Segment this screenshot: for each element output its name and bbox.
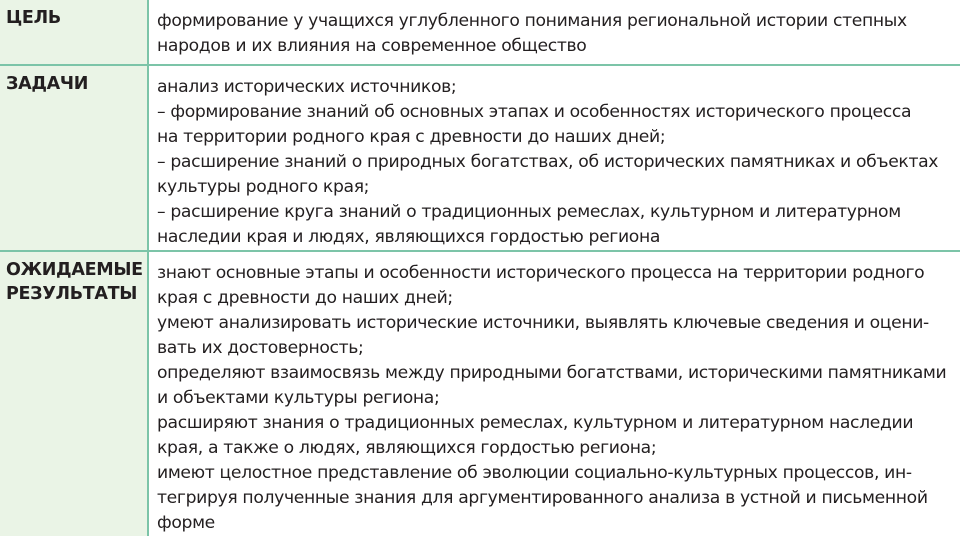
text-line: анализ исторических источников; — [157, 77, 457, 97]
row-label-results-line: РЕЗУЛЬТАТЫ — [6, 284, 138, 304]
label-cell-tasks — [0, 65, 148, 251]
text-line: культуры родного края; — [157, 177, 370, 197]
text-line: форме — [157, 513, 215, 533]
table-row-goal — [0, 0, 960, 65]
content-cell-results — [148, 251, 960, 536]
table-row-tasks — [0, 65, 960, 251]
text-line: – расширение знаний о природных богатствах, об исторических памятниках и объектах — [157, 152, 939, 172]
text-line: народов и их влияния на современное общество — [157, 36, 587, 56]
label-cell-results — [0, 251, 148, 536]
content-cell-goal — [148, 0, 960, 65]
text-line: края с древности до наших дней; — [157, 288, 453, 308]
text-line: наследии края и людях, являющихся гордостью региона — [157, 227, 661, 247]
tasks-text — [149, 66, 960, 250]
text-line: края, а также о людях, являющихся гордостью региона; — [157, 438, 657, 458]
text-line: и объектами культуры региона; — [157, 388, 440, 408]
text-line: формирование у учащихся углубленного понимания региональной истории степных — [157, 11, 907, 31]
text-line: на территории родного края с древности до наших дней; — [157, 127, 666, 147]
results-text — [149, 252, 960, 536]
content-cell-tasks — [148, 65, 960, 251]
text-line: знают основные этапы и особенности исторического процесса на территории родного — [157, 263, 925, 283]
text-line: – расширение круга знаний о традиционных ремеслах, культурном и литературном — [157, 202, 901, 222]
text-line: имеют целостное представление об эволюции социально-культурных процессов, ин- — [157, 463, 912, 483]
text-line: определяют взаимосвязь между природными богатствами, историческими памятниками — [157, 363, 947, 383]
label-cell-goal — [0, 0, 148, 65]
goal-text — [149, 0, 960, 59]
table-row-results — [0, 251, 960, 536]
row-label-goal: ЦЕЛЬ — [6, 8, 61, 28]
text-line: вать их достоверность; — [157, 338, 364, 358]
text-line: – формирование знаний об основных этапах и особенностях исторического процесса — [157, 102, 912, 122]
text-line: тегрируя полученные знания для аргументированного анализа в устной и письменной — [157, 488, 928, 508]
text-line: расширяют знания о традиционных ремеслах, культурном и литературном наследии — [157, 413, 914, 433]
row-label-results-line: ОЖИДАЕМЫЕ — [6, 260, 143, 280]
text-line: умеют анализировать исторические источники, выявлять ключевые сведения и оцени- — [157, 313, 929, 333]
row-label-tasks: ЗАДАЧИ — [6, 74, 89, 94]
